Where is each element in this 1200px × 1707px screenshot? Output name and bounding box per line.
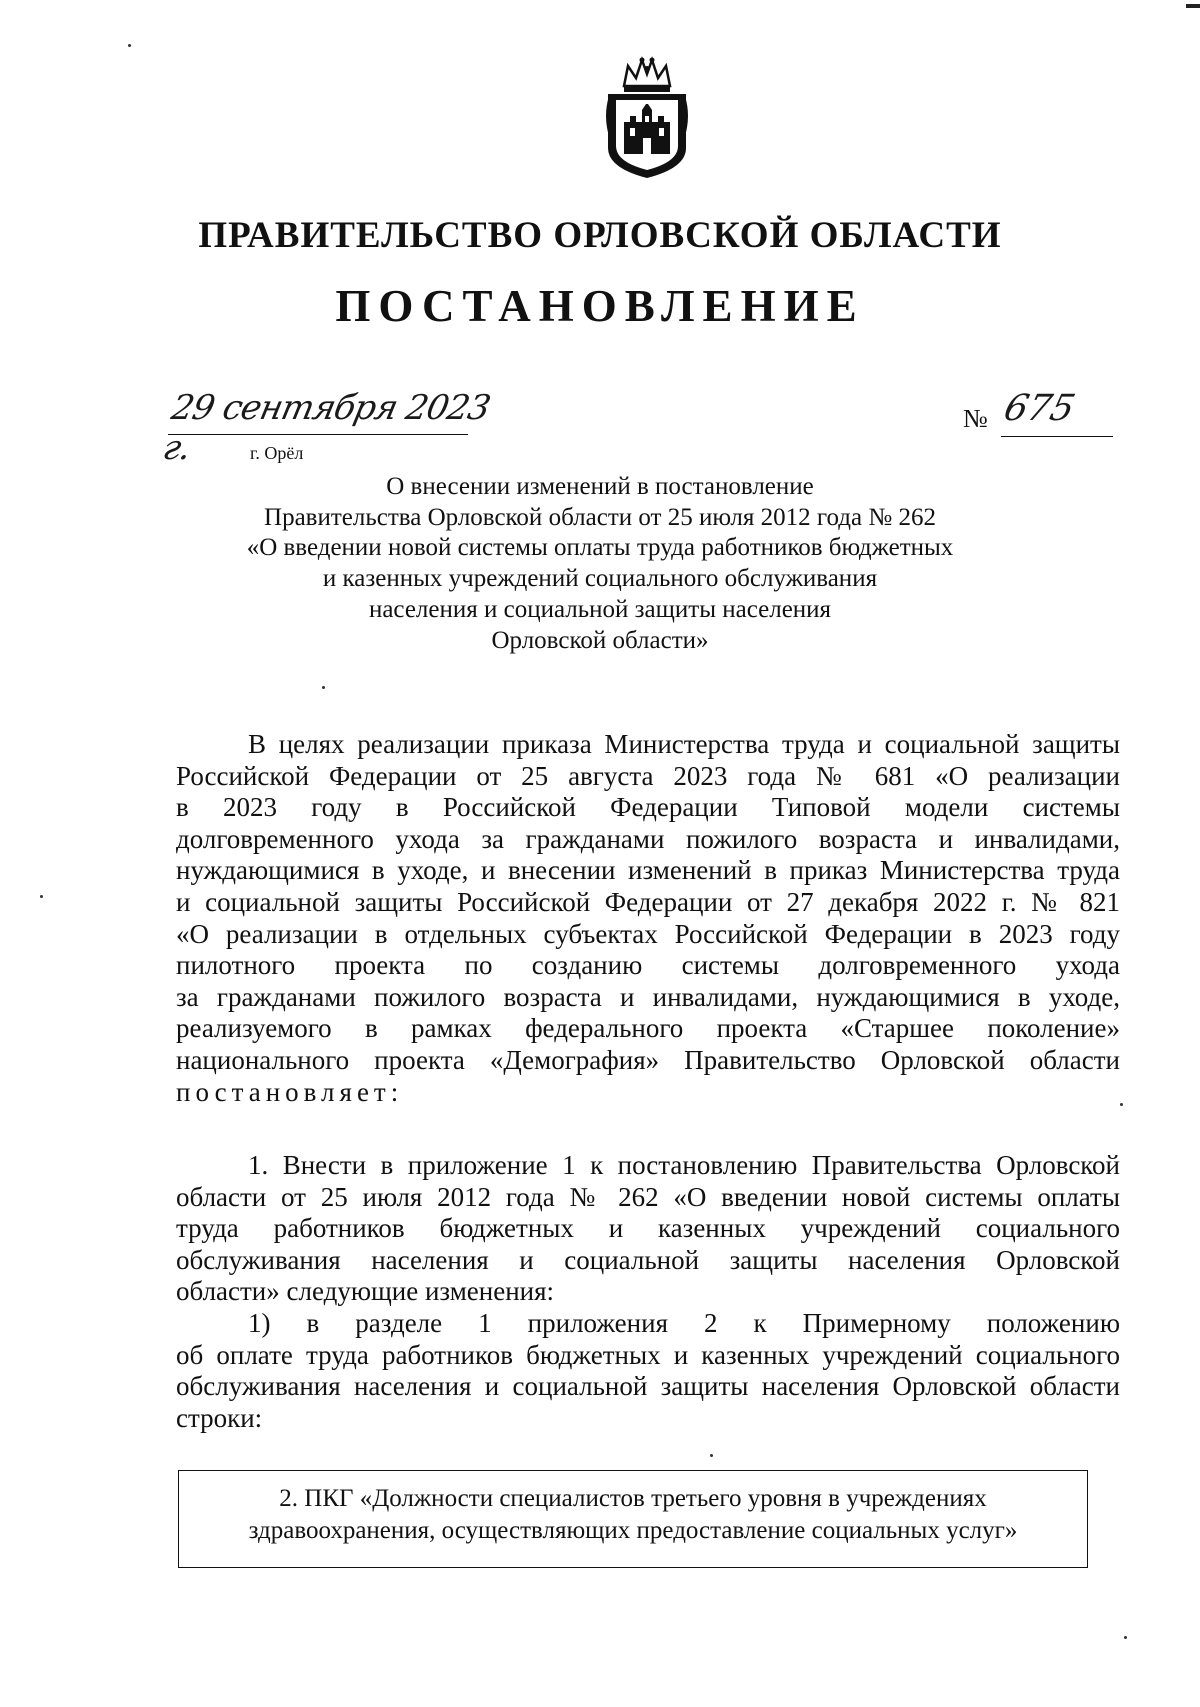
signature-date-block (159, 388, 508, 468)
preamble-line: национального проекта «Демография» Правительство Орловской области (176, 1044, 1120, 1075)
subject-line: населения и социальной защиты населения (368, 595, 832, 623)
number-sign: № (963, 404, 988, 433)
handwritten-date: 29 сентября 2023 г. (159, 388, 494, 468)
table-row-box (178, 1470, 1088, 1568)
handwritten-number: 675 (999, 388, 1079, 429)
scan-speck (1120, 1103, 1123, 1106)
scan-speck (1124, 1636, 1127, 1639)
item-1-line: обслуживания населения и социальной защиты населения Орловской (176, 1244, 1120, 1275)
authority-name: ПРАВИТЕЛЬСТВО ОРЛОВСКОЙ ОБЛАСТИ (198, 215, 1002, 256)
scan-edge-mark (1186, 4, 1200, 8)
preamble-paragraph (176, 729, 1120, 1108)
preamble-line: Российской Федерации от 25 августа 2023 года № 681 «О реализации (176, 760, 1120, 791)
preamble-line: нуждающимися в уходе, и внесении изменений в приказ Министерства труда (176, 855, 1120, 886)
subitem-1-line: строки: (176, 1402, 263, 1433)
item-1-line: 1. Внести в приложение 1 к постановлению Правительства Орловской (248, 1150, 1120, 1180)
date-underline (168, 434, 468, 435)
subject-line: «О введении новой системы оплаты труда работников бюджетных (246, 534, 954, 562)
document-type-title: ПОСТАНОВЛЕНИЕ (335, 281, 865, 331)
preamble-line: В целях реализации приказа Министерства труда и социальной защиты (248, 729, 1120, 759)
resolves-word: постановляет: (176, 1076, 404, 1107)
scan-speck (40, 895, 43, 898)
scan-speck (128, 44, 131, 47)
preamble-line: «О реализации в отдельных субъектах Российской Федерации в 2023 году (176, 918, 1120, 949)
coat-of-arms-emblem (602, 56, 692, 180)
preamble-line: в 2023 году в Российской Федерации Типовой модели системы (176, 792, 1120, 823)
item-1-paragraph (176, 1150, 1120, 1434)
subitem-1-line: 1) в разделе 1 приложения 2 к Примерному положению (248, 1307, 1120, 1338)
number-underline (1001, 436, 1113, 437)
subject-line: и казенных учреждений социального обслуживания (322, 565, 878, 593)
subitem-1-line: об оплате труда работников бюджетных и казенных учреждений социального (176, 1339, 1120, 1370)
item-1-line: области» следующие изменения: (176, 1276, 555, 1307)
preamble-line: реализуемого в рамках федерального проекта «Старшее поколение» (176, 1013, 1120, 1044)
subject-line: Правительства Орловской области от 25 июля 2012 года № 262 (264, 503, 936, 531)
item-1-line: труда работников бюджетных и казенных учреждений социального (176, 1213, 1120, 1244)
document-subject (200, 472, 1000, 656)
preamble-line: и социальной защиты Российской Федерации от 27 декабря 2022 г. № 821 (176, 886, 1120, 917)
subject-line: Орловской области» (491, 626, 709, 654)
subitem-1-line: обслуживания населения и социальной защиты населения Орловской области (176, 1371, 1120, 1402)
preamble-line: за гражданами пожилого возраста и инвалидами, нуждающимися в уходе, (176, 981, 1120, 1012)
table-row-line: здравоохранения, осуществляющих предоставление социальных услуг» (248, 1517, 1018, 1544)
subject-line: О внесении изменений в постановление (386, 473, 814, 500)
document-number-block (963, 388, 1113, 442)
item-1-line: области от 25 июля 2012 года № 262 «О введении новой системы оплаты (176, 1181, 1120, 1212)
preamble-line: долговременного ухода за гражданами пожилого возраста и инвалидами, (176, 823, 1120, 854)
preamble-line: пилотного проекта по созданию системы долговременного ухода (176, 950, 1120, 981)
table-row-line: 2. ПКГ «Должности специалистов третьего уровня в учреждениях (279, 1485, 987, 1512)
city-label: г. Орёл (250, 443, 304, 463)
scan-speck (322, 686, 325, 689)
scan-speck (710, 1454, 713, 1457)
